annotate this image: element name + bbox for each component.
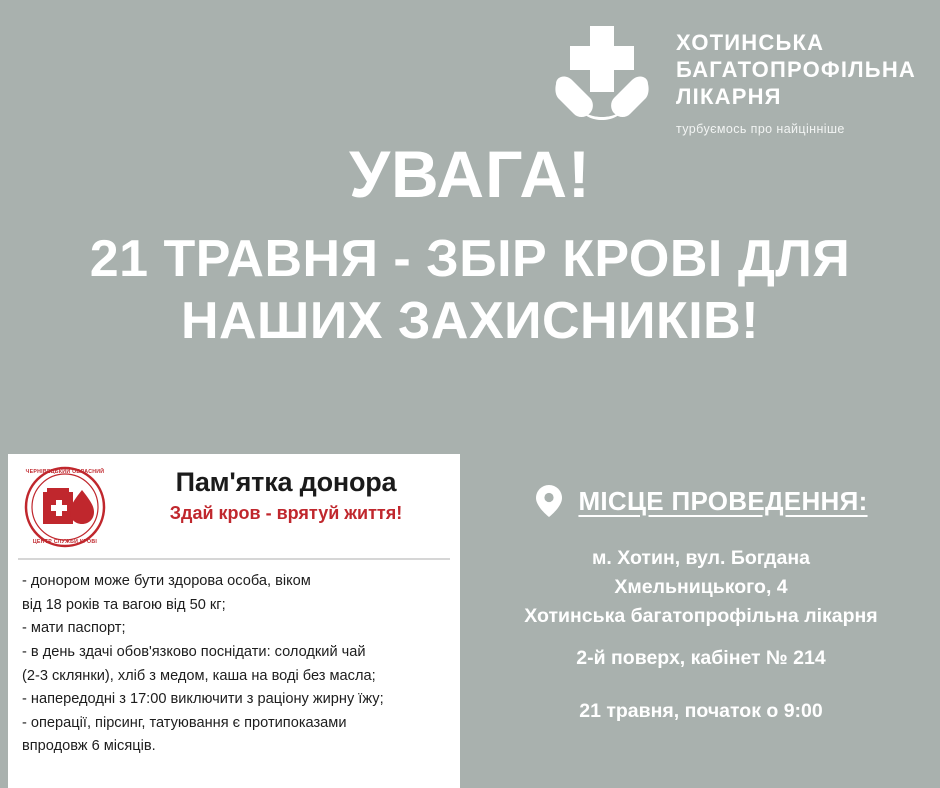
donor-memo-list [8,560,460,759]
list-item: впродовж 6 місяців. [22,738,156,755]
list-item: (2-3 склянки), хліб з медом, каша на воді без масла; [22,667,376,684]
page-title: УВАГА! [349,137,591,211]
list-item: - донором може бути здорова особа, віком [22,573,311,589]
blood-service-center-emblem-icon [16,466,114,548]
list-item: - мати паспорт; [22,620,126,637]
venue-header [470,484,932,518]
venue-address [470,544,932,631]
donor-memo-title: Пам'ятка донора [175,467,397,497]
venue-room: 2-й поверх, кабінет № 214 [576,646,826,669]
donor-memo-heading [122,466,450,524]
donor-memo-header [8,454,460,554]
headline-line-2: 21 ТРАВНЯ - ЗБІР КРОВІ ДЛЯ [89,230,851,289]
venue-title: МІСЦЕ ПРОВЕДЕННЯ: [578,485,868,516]
emblem-ring-bottom-text: ЦЕНТР СЛУЖБИ КРОВІ [32,539,98,545]
brand-line-3: ЛІКАРНЯ [676,83,782,109]
headline-block [0,137,940,352]
venue-address-line: Хмельницького, 4 [614,575,788,598]
venue-block [470,484,932,723]
venue-address-line: м. Хотин, вул. Богдана [591,547,811,569]
venue-time: 21 травня, початок о 9:00 [579,699,823,722]
list-item: від 18 років та вагою від 50 кг; [22,596,226,613]
emblem-ring-top-text: ЧЕРНІВЕЦЬКИЙ ОБЛАСНИЙ [25,469,105,475]
list-item: - операції, пірсинг, татуювання є протипоказами [22,714,347,731]
brand-header [546,22,916,136]
medical-cross-with-hands-icon [546,22,658,130]
donor-memo-subtitle: Здай кров - врятуй життя! [169,503,403,524]
list-item: - в день здачі обов'язково поснідати: солодкий чай [22,643,366,660]
donor-memo-card [8,454,460,788]
list-item: - напередодні з 17:00 виключити з раціону жирну їжу; [22,691,384,708]
brand-line-2: БАГАТОПРОФІЛЬНА [676,56,916,82]
brand-tagline: турбуємось про найцінніше [676,122,845,137]
headline-line-3: НАШИХ ЗАХИСНИКІВ! [180,291,760,350]
brand-line-1: ХОТИНСЬКА [676,30,825,55]
brand-text [676,22,916,136]
venue-address-line: Хотинська багатопрофільна лікарня [524,604,878,627]
location-pin-icon [534,484,564,518]
